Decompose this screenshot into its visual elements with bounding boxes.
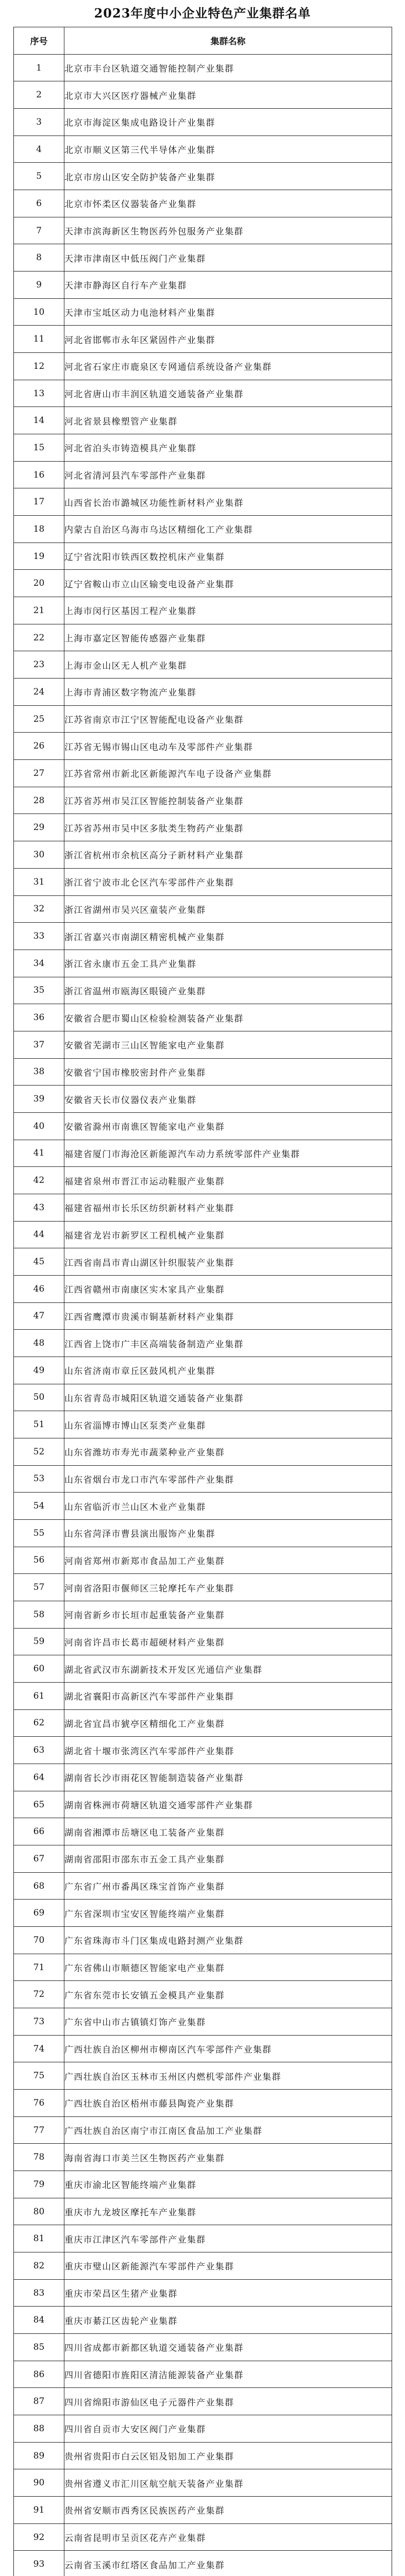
table-row — [14, 1140, 392, 1167]
cluster-name: 海南省海口市美兰区生物医药产业集群 — [64, 2144, 392, 2171]
row-number: 39 — [14, 1086, 64, 1113]
row-number: 58 — [14, 1601, 64, 1628]
table-row — [14, 516, 392, 543]
table-row — [14, 2334, 392, 2361]
cluster-name: 安徽省天长市仪器仪表产业集群 — [64, 1086, 392, 1113]
row-number: 35 — [14, 977, 64, 1004]
row-number: 12 — [14, 353, 64, 380]
row-number: 55 — [14, 1519, 64, 1547]
table-row — [14, 1221, 392, 1248]
table-row — [14, 2062, 392, 2090]
cluster-name: 天津市静海区自行车产业集群 — [64, 272, 392, 299]
table-row — [14, 109, 392, 136]
cluster-name: 浙江省湖州市吴兴区童装产业集群 — [64, 895, 392, 923]
row-number: 18 — [14, 516, 64, 543]
table-row — [14, 1167, 392, 1194]
row-number: 31 — [14, 868, 64, 895]
cluster-name: 安徽省合肥市蜀山区检验检测装备产业集群 — [64, 1004, 392, 1031]
cluster-name: 重庆市荣昌区生猪产业集群 — [64, 2279, 392, 2307]
row-number: 67 — [14, 1845, 64, 1873]
table-row — [14, 461, 392, 488]
table-row — [14, 1628, 392, 1655]
row-number: 24 — [14, 679, 64, 706]
row-number: 17 — [14, 488, 64, 516]
row-number: 44 — [14, 1221, 64, 1248]
cluster-name: 福建省泉州市晋江市运动鞋服产业集群 — [64, 1167, 392, 1194]
table-row — [14, 1031, 392, 1058]
cluster-name: 安徽省芜湖市三山区智能家电产业集群 — [64, 1031, 392, 1058]
cluster-name: 广西壮族自治区南宁市江南区食品加工产业集群 — [64, 2116, 392, 2144]
cluster-name: 江西省南昌市青山湖区针织服装产业集群 — [64, 1248, 392, 1276]
row-number: 73 — [14, 2008, 64, 2036]
row-number: 66 — [14, 1818, 64, 1845]
cluster-name: 辽宁省沈阳市铁西区数控机床产业集群 — [64, 543, 392, 570]
cluster-name: 贵州省遵义市汇川区航空航天装备产业集群 — [64, 2469, 392, 2497]
row-number: 50 — [14, 1384, 64, 1411]
row-number: 85 — [14, 2334, 64, 2361]
table-row — [14, 163, 392, 190]
row-number: 4 — [14, 135, 64, 163]
row-number: 86 — [14, 2361, 64, 2388]
row-number: 9 — [14, 272, 64, 299]
column-header-cluster-name: 集群名称 — [64, 27, 392, 55]
row-number: 15 — [14, 434, 64, 462]
cluster-name: 上海市金山区无人机产业集群 — [64, 651, 392, 679]
table-row — [14, 1465, 392, 1493]
cluster-name: 安徽省宁国市橡胶密封件产业集群 — [64, 1058, 392, 1086]
table-row — [14, 923, 392, 950]
table-row — [14, 2523, 392, 2551]
table-row — [14, 1194, 392, 1221]
cluster-name: 浙江省永康市五金工具产业集群 — [64, 950, 392, 977]
table-row — [14, 705, 392, 733]
table-row — [14, 81, 392, 109]
table-row — [14, 2469, 392, 2497]
row-number: 23 — [14, 651, 64, 679]
row-number: 59 — [14, 1628, 64, 1655]
row-number: 37 — [14, 1031, 64, 1058]
table-row — [14, 2415, 392, 2443]
table-row — [14, 1547, 392, 1574]
cluster-name: 北京市怀柔区仪器装备产业集群 — [64, 190, 392, 217]
cluster-name: 山东省烟台市龙口市汽车零部件产业集群 — [64, 1465, 392, 1493]
row-number: 72 — [14, 1981, 64, 2008]
cluster-name: 北京市房山区安全防护装备产业集群 — [64, 163, 392, 190]
cluster-name: 福建省福州市长乐区纺织新材料产业集群 — [64, 1194, 392, 1221]
cluster-name: 天津市津南区中低压阀门产业集群 — [64, 244, 392, 272]
cluster-name: 江苏省苏州市吴江区智能控制装备产业集群 — [64, 787, 392, 814]
table-row — [14, 1764, 392, 1791]
cluster-name: 贵州省贵阳市白云区铝及铝加工产业集群 — [64, 2442, 392, 2469]
row-number: 8 — [14, 244, 64, 272]
cluster-name: 辽宁省鞍山市立山区输变电设备产业集群 — [64, 570, 392, 597]
cluster-name: 云南省昆明市呈贡区花卉产业集群 — [64, 2523, 392, 2551]
row-number: 82 — [14, 2252, 64, 2280]
row-number: 89 — [14, 2442, 64, 2469]
row-number: 49 — [14, 1357, 64, 1384]
row-number: 16 — [14, 461, 64, 488]
row-number: 40 — [14, 1112, 64, 1140]
table-row — [14, 380, 392, 407]
row-number: 81 — [14, 2225, 64, 2252]
cluster-name: 重庆市綦江区齿轮产业集群 — [64, 2307, 392, 2334]
table-row — [14, 1112, 392, 1140]
row-number: 27 — [14, 760, 64, 787]
row-number: 25 — [14, 705, 64, 733]
row-number: 60 — [14, 1655, 64, 1683]
row-number: 64 — [14, 1764, 64, 1791]
row-number: 87 — [14, 2388, 64, 2415]
cluster-name: 江西省上饶市广丰区高端装备制造产业集群 — [64, 1330, 392, 1357]
cluster-name: 河北省石家庄市鹿泉区专网通信系统设备产业集群 — [64, 353, 392, 380]
cluster-name: 江苏省苏州市吴中区多肽类生物药产业集群 — [64, 814, 392, 841]
cluster-name: 河北省景县橡塑管产业集群 — [64, 407, 392, 434]
cluster-name: 江苏省无锡市锡山区电动车及零部件产业集群 — [64, 733, 392, 760]
table-row — [14, 2144, 392, 2171]
table-row — [14, 1248, 392, 1276]
table-row — [14, 1493, 392, 1520]
table-row — [14, 1601, 392, 1628]
column-header-number: 序号 — [14, 27, 64, 55]
table-row — [14, 135, 392, 163]
table-row — [14, 1981, 392, 2008]
row-number: 19 — [14, 543, 64, 570]
table-row — [14, 1818, 392, 1845]
cluster-name: 湖北省宜昌市猇亭区精细化工产业集群 — [64, 1709, 392, 1737]
table-row — [14, 679, 392, 706]
row-number: 33 — [14, 923, 64, 950]
table-row — [14, 2388, 392, 2415]
cluster-name: 广东省东莞市长安镇五金模具产业集群 — [64, 1981, 392, 2008]
cluster-name: 湖北省十堰市张湾区汽车零部件产业集群 — [64, 1737, 392, 1764]
table-row — [14, 1682, 392, 1709]
row-number: 68 — [14, 1872, 64, 1900]
cluster-name: 江苏省南京市江宁区智能配电设备产业集群 — [64, 705, 392, 733]
cluster-name: 湖南省湘潭市岳塘区电工装备产业集群 — [64, 1818, 392, 1845]
table-row — [14, 54, 392, 81]
row-number: 61 — [14, 1682, 64, 1709]
cluster-name: 广东省珠海市斗门区集成电路封测产业集群 — [64, 1927, 392, 1954]
row-number: 52 — [14, 1438, 64, 1465]
cluster-name: 河南省郑州市新郑市食品加工产业集群 — [64, 1547, 392, 1574]
table-row — [14, 407, 392, 434]
table-row — [14, 1954, 392, 1981]
table-header-row — [14, 27, 392, 55]
cluster-name: 四川省绵阳市游仙区电子元器件产业集群 — [64, 2388, 392, 2415]
row-number: 79 — [14, 2171, 64, 2198]
row-number: 22 — [14, 624, 64, 651]
row-number: 53 — [14, 1465, 64, 1493]
table-row — [14, 950, 392, 977]
cluster-name: 江西省赣州市南康区实木家具产业集群 — [64, 1275, 392, 1302]
table-row — [14, 1791, 392, 1818]
row-number: 10 — [14, 298, 64, 326]
table-row — [14, 2361, 392, 2388]
row-number: 30 — [14, 841, 64, 869]
cluster-name: 云南省玉溪市红塔区食品加工产业集群 — [64, 2551, 392, 2576]
cluster-name: 浙江省宁波市北仑区汽车零部件产业集群 — [64, 868, 392, 895]
row-number: 80 — [14, 2198, 64, 2225]
row-number: 21 — [14, 597, 64, 624]
cluster-name: 河南省新乡市长垣市起重装备产业集群 — [64, 1601, 392, 1628]
table-row — [14, 787, 392, 814]
table-row — [14, 298, 392, 326]
table-row — [14, 597, 392, 624]
row-number: 3 — [14, 109, 64, 136]
row-number: 71 — [14, 1954, 64, 1981]
cluster-name: 上海市青浦区数字物流产业集群 — [64, 679, 392, 706]
cluster-name: 福建省龙岩市新罗区工程机械产业集群 — [64, 1221, 392, 1248]
table-row — [14, 2171, 392, 2198]
row-number: 41 — [14, 1140, 64, 1167]
table-row — [14, 1655, 392, 1683]
cluster-name: 四川省自贡市大安区阀门产业集群 — [64, 2415, 392, 2443]
table-row — [14, 1574, 392, 1601]
table-body — [14, 54, 392, 2576]
table-row — [14, 1384, 392, 1411]
row-number: 5 — [14, 163, 64, 190]
row-number: 26 — [14, 733, 64, 760]
table-row — [14, 1004, 392, 1031]
cluster-name: 重庆市九龙坡区摩托车产业集群 — [64, 2198, 392, 2225]
cluster-name: 江西省鹰潭市贵溪市铜基新材料产业集群 — [64, 1302, 392, 1330]
cluster-name: 江苏省常州市新北区新能源汽车电子设备产业集群 — [64, 760, 392, 787]
cluster-name: 浙江省温州市瓯海区眼镜产业集群 — [64, 977, 392, 1004]
cluster-name: 内蒙古自治区乌海市乌达区精细化工产业集群 — [64, 516, 392, 543]
cluster-name: 山东省淄博市博山区泵类产业集群 — [64, 1411, 392, 1438]
cluster-name: 湖南省长沙市雨花区智能制造装备产业集群 — [64, 1764, 392, 1791]
row-number: 92 — [14, 2523, 64, 2551]
row-number: 51 — [14, 1411, 64, 1438]
cluster-name: 湖南省邵阳市邵东市五金工具产业集群 — [64, 1845, 392, 1873]
row-number: 7 — [14, 217, 64, 244]
row-number: 47 — [14, 1302, 64, 1330]
table-row — [14, 272, 392, 299]
table-row — [14, 2035, 392, 2062]
cluster-name: 四川省德阳市旌阳区清洁能源装备产业集群 — [64, 2361, 392, 2388]
table-row — [14, 1737, 392, 1764]
table-row — [14, 1302, 392, 1330]
cluster-name: 浙江省嘉兴市南湖区精密机械产业集群 — [64, 923, 392, 950]
table-row — [14, 2090, 392, 2117]
table-row — [14, 190, 392, 217]
table-row — [14, 868, 392, 895]
table-row — [14, 1872, 392, 1900]
row-number: 69 — [14, 1900, 64, 1927]
table-row — [14, 651, 392, 679]
cluster-name: 广西壮族自治区玉林市玉州区内燃机零部件产业集群 — [64, 2062, 392, 2090]
document-title: 2023年度中小企业特色产业集群名单 — [94, 6, 311, 21]
table-row — [14, 733, 392, 760]
cluster-name: 安徽省滁州市南谯区智能家电产业集群 — [64, 1112, 392, 1140]
cluster-name: 河南省洛阳市偃师区三轮摩托车产业集群 — [64, 1574, 392, 1601]
table-row — [14, 488, 392, 516]
row-number: 88 — [14, 2415, 64, 2443]
table-row — [14, 2008, 392, 2036]
row-number: 83 — [14, 2279, 64, 2307]
cluster-name: 北京市丰台区轨道交通智能控制产业集群 — [64, 54, 392, 81]
cluster-name: 河北省唐山市丰润区轨道交通装备产业集群 — [64, 380, 392, 407]
row-number: 14 — [14, 407, 64, 434]
cluster-name: 河南省许昌市长葛市超硬材料产业集群 — [64, 1628, 392, 1655]
table-row — [14, 353, 392, 380]
row-number: 46 — [14, 1275, 64, 1302]
cluster-name: 福建省厦门市海沧区新能源汽车动力系统零部件产业集群 — [64, 1140, 392, 1167]
table-row — [14, 434, 392, 462]
cluster-name: 广东省佛山市顺德区智能家电产业集群 — [64, 1954, 392, 1981]
row-number: 70 — [14, 1927, 64, 1954]
cluster-name: 天津市滨海新区生物医药外包服务产业集群 — [64, 217, 392, 244]
cluster-name: 湖北省武汉市东湖新技术开发区光通信产业集群 — [64, 1655, 392, 1683]
row-number: 54 — [14, 1493, 64, 1520]
cluster-name: 重庆市渝北区智能终端产业集群 — [64, 2171, 392, 2198]
cluster-name: 广东省广州市番禺区珠宝首饰产业集群 — [64, 1872, 392, 1900]
row-number: 63 — [14, 1737, 64, 1764]
row-number: 43 — [14, 1194, 64, 1221]
row-number: 93 — [14, 2551, 64, 2576]
cluster-name: 重庆市璧山区新能源汽车零部件产业集群 — [64, 2252, 392, 2280]
table-row — [14, 2116, 392, 2144]
cluster-name: 北京市大兴区医疗器械产业集群 — [64, 81, 392, 109]
table-row — [14, 1330, 392, 1357]
row-number: 28 — [14, 787, 64, 814]
table-row — [14, 570, 392, 597]
table-row — [14, 2551, 392, 2576]
cluster-name: 山东省菏泽市曹县演出服饰产业集群 — [64, 1519, 392, 1547]
row-number: 48 — [14, 1330, 64, 1357]
cluster-name: 天津市宝坻区动力电池材料产业集群 — [64, 298, 392, 326]
cluster-name: 广东省深圳市宝安区智能终端产业集群 — [64, 1900, 392, 1927]
table-row — [14, 1709, 392, 1737]
table-row — [14, 1438, 392, 1465]
cluster-name: 河北省邯郸市永年区紧固件产业集群 — [64, 326, 392, 353]
table-row — [14, 217, 392, 244]
row-number: 78 — [14, 2144, 64, 2171]
cluster-name: 四川省成都市新都区轨道交通装备产业集群 — [64, 2334, 392, 2361]
row-number: 38 — [14, 1058, 64, 1086]
cluster-name: 上海市嘉定区智能传感器产业集群 — [64, 624, 392, 651]
table-row — [14, 1519, 392, 1547]
table-row — [14, 624, 392, 651]
row-number: 65 — [14, 1791, 64, 1818]
cluster-name: 山东省青岛市城阳区轨道交通装备产业集群 — [64, 1384, 392, 1411]
row-number: 76 — [14, 2090, 64, 2117]
table-row — [14, 2198, 392, 2225]
cluster-name: 浙江省杭州市余杭区高分子新材料产业集群 — [64, 841, 392, 869]
cluster-name: 北京市顺义区第三代半导体产业集群 — [64, 135, 392, 163]
table-row — [14, 2225, 392, 2252]
row-number: 42 — [14, 1167, 64, 1194]
table-row — [14, 326, 392, 353]
row-number: 62 — [14, 1709, 64, 1737]
row-number: 20 — [14, 570, 64, 597]
table-row — [14, 1275, 392, 1302]
row-number: 32 — [14, 895, 64, 923]
row-number: 13 — [14, 380, 64, 407]
row-number: 45 — [14, 1248, 64, 1276]
cluster-name: 广东省中山市古镇镇灯饰产业集群 — [64, 2008, 392, 2036]
row-number: 2 — [14, 81, 64, 109]
cluster-name: 山东省潍坊市寿光市蔬菜种业产业集群 — [64, 1438, 392, 1465]
cluster-name: 山东省济南市章丘区鼓风机产业集群 — [64, 1357, 392, 1384]
cluster-name: 上海市闵行区基因工程产业集群 — [64, 597, 392, 624]
row-number: 84 — [14, 2307, 64, 2334]
cluster-name: 北京市海淀区集成电路设计产业集群 — [64, 109, 392, 136]
row-number: 34 — [14, 950, 64, 977]
table-row — [14, 1927, 392, 1954]
table-row — [14, 2442, 392, 2469]
table-row — [14, 977, 392, 1004]
table-row — [14, 2252, 392, 2280]
row-number: 11 — [14, 326, 64, 353]
cluster-name: 湖南省株洲市荷塘区轨道交通零部件产业集群 — [64, 1791, 392, 1818]
row-number: 90 — [14, 2469, 64, 2497]
cluster-list-table — [13, 27, 392, 2576]
cluster-name: 山西省长治市潞城区功能性新材料产业集群 — [64, 488, 392, 516]
cluster-name: 广西壮族自治区梧州市藤县陶瓷产业集群 — [64, 2090, 392, 2117]
row-number: 77 — [14, 2116, 64, 2144]
row-number: 1 — [14, 54, 64, 81]
table-row — [14, 244, 392, 272]
table-row — [14, 841, 392, 869]
table-row — [14, 895, 392, 923]
table-row — [14, 1845, 392, 1873]
table-row — [14, 1357, 392, 1384]
table-row — [14, 760, 392, 787]
table-row — [14, 1058, 392, 1086]
row-number: 56 — [14, 1547, 64, 1574]
cluster-name: 山东省临沂市兰山区木业产业集群 — [64, 1493, 392, 1520]
cluster-name: 湖北省襄阳市高新区汽车零部件产业集群 — [64, 1682, 392, 1709]
row-number: 75 — [14, 2062, 64, 2090]
cluster-name: 重庆市江津区汽车零部件产业集群 — [64, 2225, 392, 2252]
row-number: 74 — [14, 2035, 64, 2062]
cluster-name: 贵州省安顺市西秀区民族医药产业集群 — [64, 2497, 392, 2524]
cluster-name: 河北省清河县汽车零部件产业集群 — [64, 461, 392, 488]
row-number: 36 — [14, 1004, 64, 1031]
table-row — [14, 2497, 392, 2524]
table-row — [14, 2279, 392, 2307]
table-row — [14, 1086, 392, 1113]
row-number: 57 — [14, 1574, 64, 1601]
table-row — [14, 2307, 392, 2334]
table-row — [14, 1900, 392, 1927]
table-row — [14, 814, 392, 841]
cluster-name: 广西壮族自治区柳州市柳南区汽车零部件产业集群 — [64, 2035, 392, 2062]
row-number: 6 — [14, 190, 64, 217]
row-number: 29 — [14, 814, 64, 841]
row-number: 91 — [14, 2497, 64, 2524]
cluster-name: 河北省泊头市铸造模具产业集群 — [64, 434, 392, 462]
table-row — [14, 1411, 392, 1438]
table-row — [14, 543, 392, 570]
